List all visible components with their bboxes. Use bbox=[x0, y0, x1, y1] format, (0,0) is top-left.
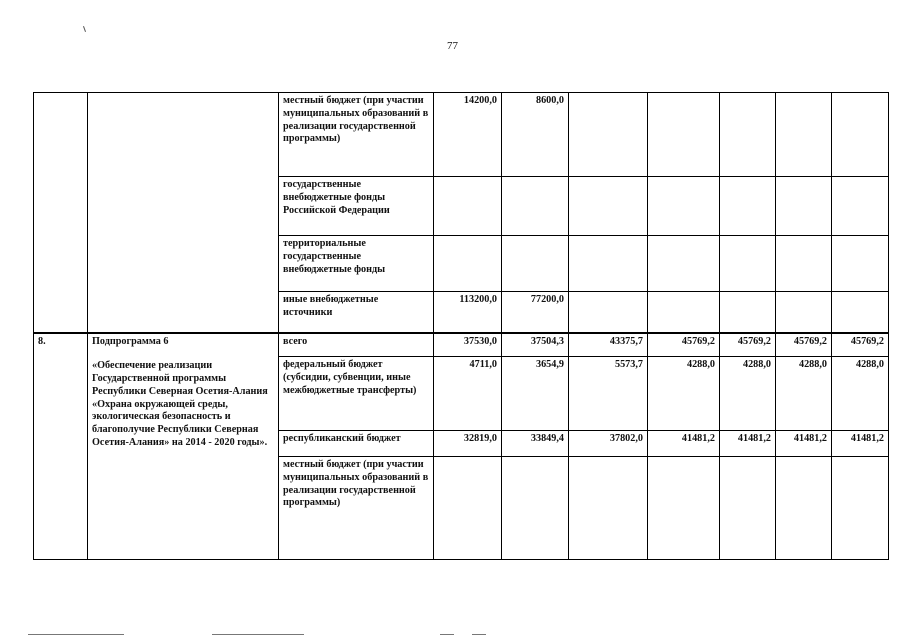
value-cell: 41481,2 bbox=[776, 431, 832, 457]
value-cell bbox=[569, 236, 648, 292]
program-cell bbox=[88, 93, 279, 333]
funding-source-cell: государственные внебюджетные фонды Российской Федерации bbox=[279, 177, 434, 236]
row-number-cell bbox=[34, 93, 88, 333]
value-cell bbox=[434, 177, 502, 236]
value-cell: 32819,0 bbox=[434, 431, 502, 457]
funding-source-cell: местный бюджет (при участии муниципальных образований в реализации государственной программы) bbox=[279, 457, 434, 560]
table-row bbox=[34, 93, 889, 177]
value-cell bbox=[569, 177, 648, 236]
footer-rule bbox=[212, 634, 304, 635]
value-cell bbox=[648, 236, 720, 292]
value-cell bbox=[832, 177, 889, 236]
value-cell: 5573,7 bbox=[569, 357, 648, 431]
funding-source-cell: иные внебюджетные источники bbox=[279, 292, 434, 333]
value-cell bbox=[569, 457, 648, 560]
value-cell bbox=[569, 93, 648, 177]
value-cell bbox=[776, 292, 832, 333]
subprogram-description: «Обеспечение реализации Государственной программы Республики Северная Осетия-Алания «Охрана окружающей среды, экологическая безопасность и благополучие Республики Северная Осетия-Алания» на 2014 - 2020 годы». bbox=[92, 360, 268, 449]
subprogram-title: Подпрограмма 6 bbox=[92, 335, 169, 347]
value-cell bbox=[776, 93, 832, 177]
table-row bbox=[34, 333, 889, 357]
value-cell bbox=[648, 457, 720, 560]
value-cell bbox=[720, 93, 776, 177]
value-cell bbox=[720, 236, 776, 292]
value-cell: 37530,0 bbox=[434, 333, 502, 357]
value-cell bbox=[832, 93, 889, 177]
value-cell: 41481,2 bbox=[832, 431, 889, 457]
value-cell bbox=[648, 177, 720, 236]
value-cell bbox=[776, 236, 832, 292]
value-cell bbox=[832, 236, 889, 292]
value-cell: 8600,0 bbox=[502, 93, 569, 177]
footer-rule bbox=[440, 634, 454, 635]
row-number-cell: 8. bbox=[34, 333, 88, 560]
value-cell: 45769,2 bbox=[776, 333, 832, 357]
value-cell bbox=[502, 177, 569, 236]
value-cell: 43375,7 bbox=[569, 333, 648, 357]
value-cell bbox=[434, 236, 502, 292]
program-cell bbox=[88, 333, 279, 560]
value-cell bbox=[720, 457, 776, 560]
scan-artifact-mark bbox=[83, 26, 86, 32]
value-cell bbox=[776, 457, 832, 560]
value-cell: 37802,0 bbox=[569, 431, 648, 457]
value-cell: 113200,0 bbox=[434, 292, 502, 333]
page-number: 77 bbox=[447, 40, 458, 52]
value-cell: 37504,3 bbox=[502, 333, 569, 357]
value-cell bbox=[648, 292, 720, 333]
value-cell: 45769,2 bbox=[832, 333, 889, 357]
value-cell: 4288,0 bbox=[776, 357, 832, 431]
value-cell bbox=[720, 292, 776, 333]
value-cell bbox=[648, 93, 720, 177]
value-cell: 4288,0 bbox=[720, 357, 776, 431]
value-cell bbox=[720, 177, 776, 236]
value-cell: 41481,2 bbox=[648, 431, 720, 457]
value-cell bbox=[832, 292, 889, 333]
footer-rule bbox=[472, 634, 486, 635]
funding-source-cell: всего bbox=[279, 333, 434, 357]
value-cell: 45769,2 bbox=[720, 333, 776, 357]
value-cell bbox=[832, 457, 889, 560]
value-cell: 33849,4 bbox=[502, 431, 569, 457]
value-cell bbox=[502, 236, 569, 292]
funding-source-cell: республиканский бюджет bbox=[279, 431, 434, 457]
value-cell: 45769,2 bbox=[648, 333, 720, 357]
value-cell: 77200,0 bbox=[502, 292, 569, 333]
value-cell bbox=[569, 292, 648, 333]
value-cell: 41481,2 bbox=[720, 431, 776, 457]
value-cell bbox=[776, 177, 832, 236]
value-cell: 4711,0 bbox=[434, 357, 502, 431]
budget-table bbox=[33, 92, 889, 560]
funding-source-cell: территориальные государственные внебюджетные фонды bbox=[279, 236, 434, 292]
funding-source-cell: местный бюджет (при участии муниципальных образований в реализации государственной программы) bbox=[279, 93, 434, 177]
value-cell: 3654,9 bbox=[502, 357, 569, 431]
value-cell bbox=[434, 457, 502, 560]
value-cell bbox=[502, 457, 569, 560]
footer-rule bbox=[28, 634, 124, 635]
value-cell: 14200,0 bbox=[434, 93, 502, 177]
value-cell: 4288,0 bbox=[648, 357, 720, 431]
value-cell: 4288,0 bbox=[832, 357, 889, 431]
funding-source-cell: федеральный бюджет (субсидии, субвенции, иные межбюджетные трансферты) bbox=[279, 357, 434, 431]
